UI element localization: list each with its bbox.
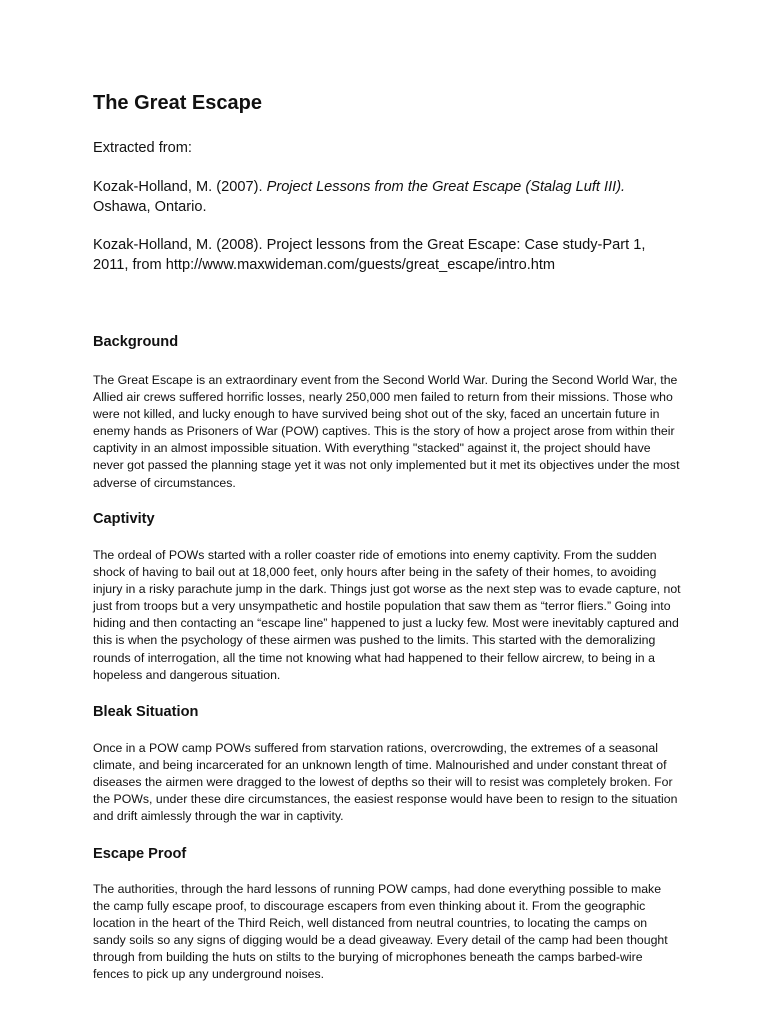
- extracted-from-label: Extracted from:: [93, 140, 192, 156]
- citation-1: [93, 177, 683, 217]
- citation-1-author: Kozak-Holland, M. (2007).: [93, 179, 267, 195]
- section-heading-captivity: Captivity: [93, 511, 155, 527]
- section-heading-background: Background: [93, 334, 179, 350]
- section-text-captivity: The ordeal of POWs started with a roller coaster ride of emotions into enemy captivity. From the sudden shock of having to bail out at 18,000 feet, only hours after being in the safety of their homes, to avoiding injury in a risky parachute jump in the dark. Things just got worse as the next step was to evade capture, not just from troops but a very unsympathetic and hostile population that saw them as “terror fliers.” Going into hiding and then contacting an “escape line” happened to just a lucky few. Most were inevitably captured and this is when the psychology of these airmen was pushed to the limits. This started with the demoralizing rounds of interrogation, all the time not knowing what had happened to their fellow aircrew, to being in a hopeless and dangerous situation.: [93, 548, 681, 682]
- section-text-background: The Great Escape is an extraordinary event from the Second World War. During the Second World War, the Allied air crews suffered horrific losses, nearly 250,000 men failed to return from their missions. Those who were not killed, and lucky enough to have survived being shot out of the sky, faced an uncertain future in enemy hands as Prisoners of War (POW) captives. This is the story of how a project arose from within their captivity in an almost impossible situation. With everything "stacked" against it, the project should have never got passed the planning stage yet it was not only implemented but it met its objectives under the most adverse of circumstances.: [93, 373, 680, 490]
- citation-1-place: Oshawa, Ontario.: [93, 199, 207, 215]
- section-heading-bleak-situation: Bleak Situation: [93, 704, 199, 720]
- section-heading-escape-proof: Escape Proof: [93, 846, 187, 862]
- section-text-bleak-situation: Once in a POW camp POWs suffered from starvation rations, overcrowding, the extremes of a seasonal climate, and being incarcerated for an unknown length of time. Malnourished and under constant threat of diseases the airmen were dragged to the lowest of depths so their will to resist was completely broken. For the POWs, under these dire circumstances, the easiest response would have been to resign to the situation and drift aimlessly through the war in captivity.: [93, 741, 678, 824]
- page-title: The Great Escape: [93, 92, 262, 114]
- citation-2: Kozak-Holland, M. (2008). Project lessons from the Great Escape: Case study-Part 1, 2011, from http://www.maxwideman.com/guests/great_escape/intro.htm: [93, 237, 646, 273]
- citation-1-title: Project Lessons from the Great Escape (Stalag Luft III).: [266, 179, 626, 195]
- section-text-escape-proof: The authorities, through the hard lessons of running POW camps, had done everything possible to make the camp fully escape proof, to discourage escapers from even thinking about it. From the geographic location in the heart of the Third Reich, well distanced from neutral countries, to locating the camps on sandy soils so any signs of digging would be a dead giveaway. Every detail of the camp had been thought through from building the huts on stilts to the burying of microphones beneath the camps barbed-wire fences to pick up any underground noises.: [93, 882, 668, 982]
